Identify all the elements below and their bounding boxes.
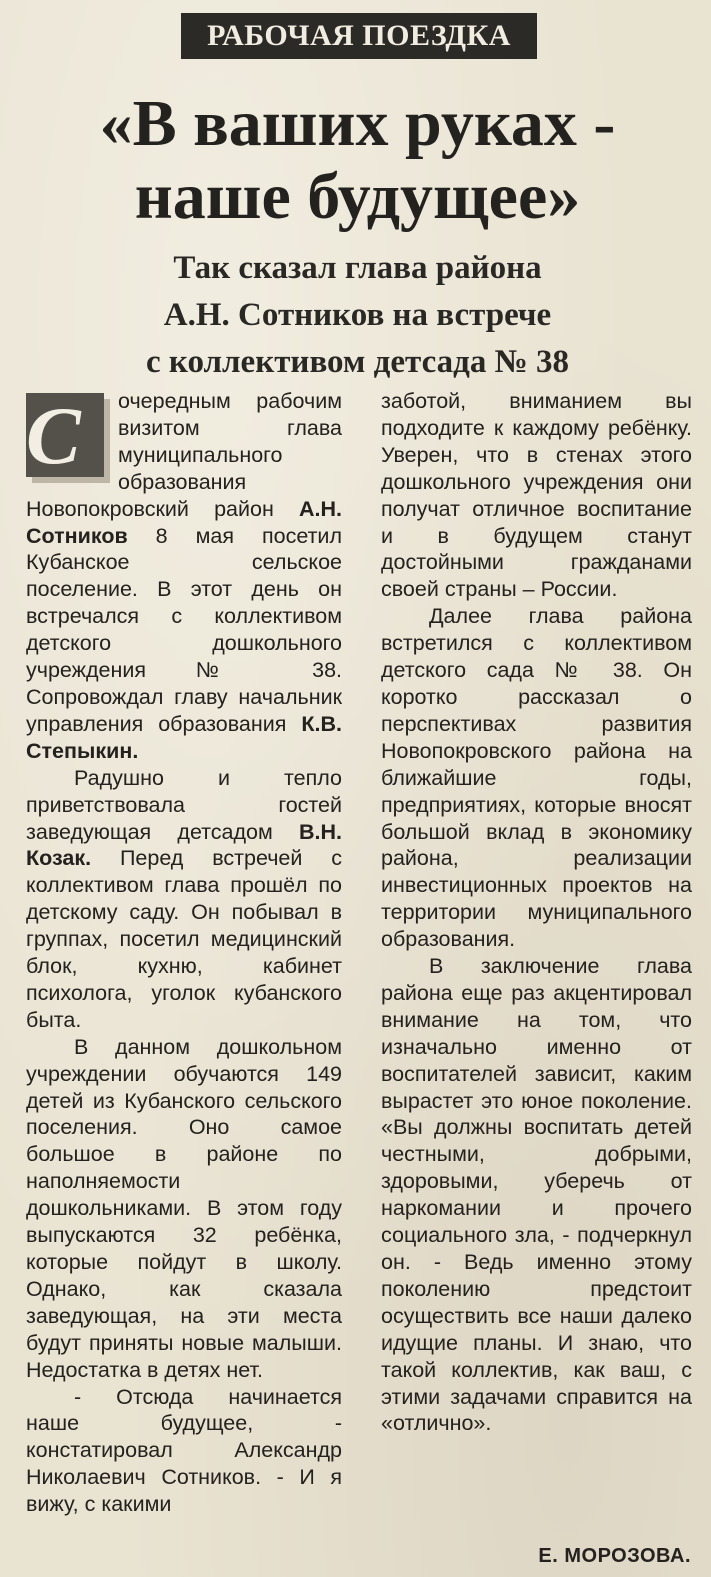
article-paragraph [26, 388, 342, 765]
subheadline-line: А.Н. Сотников на встрече [163, 297, 552, 333]
headline-line: наше будущее» [134, 160, 581, 233]
article-paragraph [26, 765, 342, 1034]
article-paragraph: - Отсюда начинается наше будущее, - констатировал Александр Николаевич Сотников. - И я вижу, с какими [26, 1384, 342, 1517]
paragraph-text: Радушно и тепло приветствовала гостей заведующая детсадом [26, 765, 342, 844]
paragraph-text: 8 мая посетил Кубанское сельское поселение. В этот день он встречался с коллективом детского дошкольного учреждения № 38. Сопровождал главу начальник управления образования [26, 523, 342, 736]
article-paragraph: заботой, вниманием вы подходите к каждому ребёнку. Уверен, что в стенах этого дошкольного учреждения они получат отличное воспитание и в будущем станут достойными гражданами своей страны – России. [381, 389, 692, 602]
article-paragraph: В заключение глава района еще раз акцентировал внимание на том, что изначально именно от воспитателей зависит, каким вырастет это юное поколение. «Вы должны воспитать детей честными, добрыми, здоровыми, уберечь от наркомании и прочего социального зла, - подчеркнул он. - Ведь именно этому поколению предстоит осуществить все наши далеко идущие планы. И знаю, что такой коллектив, как ваш, с этими задачами справится на «отлично». [381, 954, 692, 1436]
article-column-right [381, 388, 692, 1437]
headline [20, 87, 695, 233]
subheadline-line: с коллективом детсада № 38 [145, 344, 569, 380]
article-paragraph: В данном дошкольном учреждении обучаются 149 детей из Кубанского сельского поселения. Оно самое большое в районе по наполняемости дошкольниками. В этом году выпускаются 32 ребёнка, которые пойдут в школу. Однако, как сказала заведующая, на эти места будут приняты новые малыши. Недостатка в детях нет. [26, 1034, 342, 1382]
headline-line: «В ваших руках - [99, 87, 616, 160]
author-signature: Е. МОРОЗОВА. [538, 1545, 691, 1567]
article-column-left [26, 388, 342, 1518]
paragraph-text: Перед встречей с коллективом глава прошёл по детскому саду. Он побывал в группах, посетил медицинский блок, кухню, кабинет психолога, уголок кубанского быта. [26, 846, 342, 1032]
person-name: В.Н. Козак. [26, 819, 342, 871]
article-paragraph: Далее глава района встретился с коллективом детского сада № 38. Он коротко рассказал о перспективах развития Новопокровского района на ближайшие годы, предприятиях, которые вносят большой вклад в экономику района, реализации инвестиционных проектов на территории муниципального образования. [381, 604, 692, 952]
subheadline-line: Так сказал глава района [173, 250, 542, 286]
paragraph-text: очередным рабочим визитом глава муниципального образования Новопокровский район [26, 389, 342, 521]
person-name: К.В. Степыкин. [26, 711, 342, 763]
subheadline [40, 245, 675, 386]
person-name: А.Н. Сотников [26, 496, 342, 548]
section-rubric: РАБОЧАЯ ПОЕЗДКА [181, 13, 537, 59]
drop-cap: С [26, 393, 104, 477]
